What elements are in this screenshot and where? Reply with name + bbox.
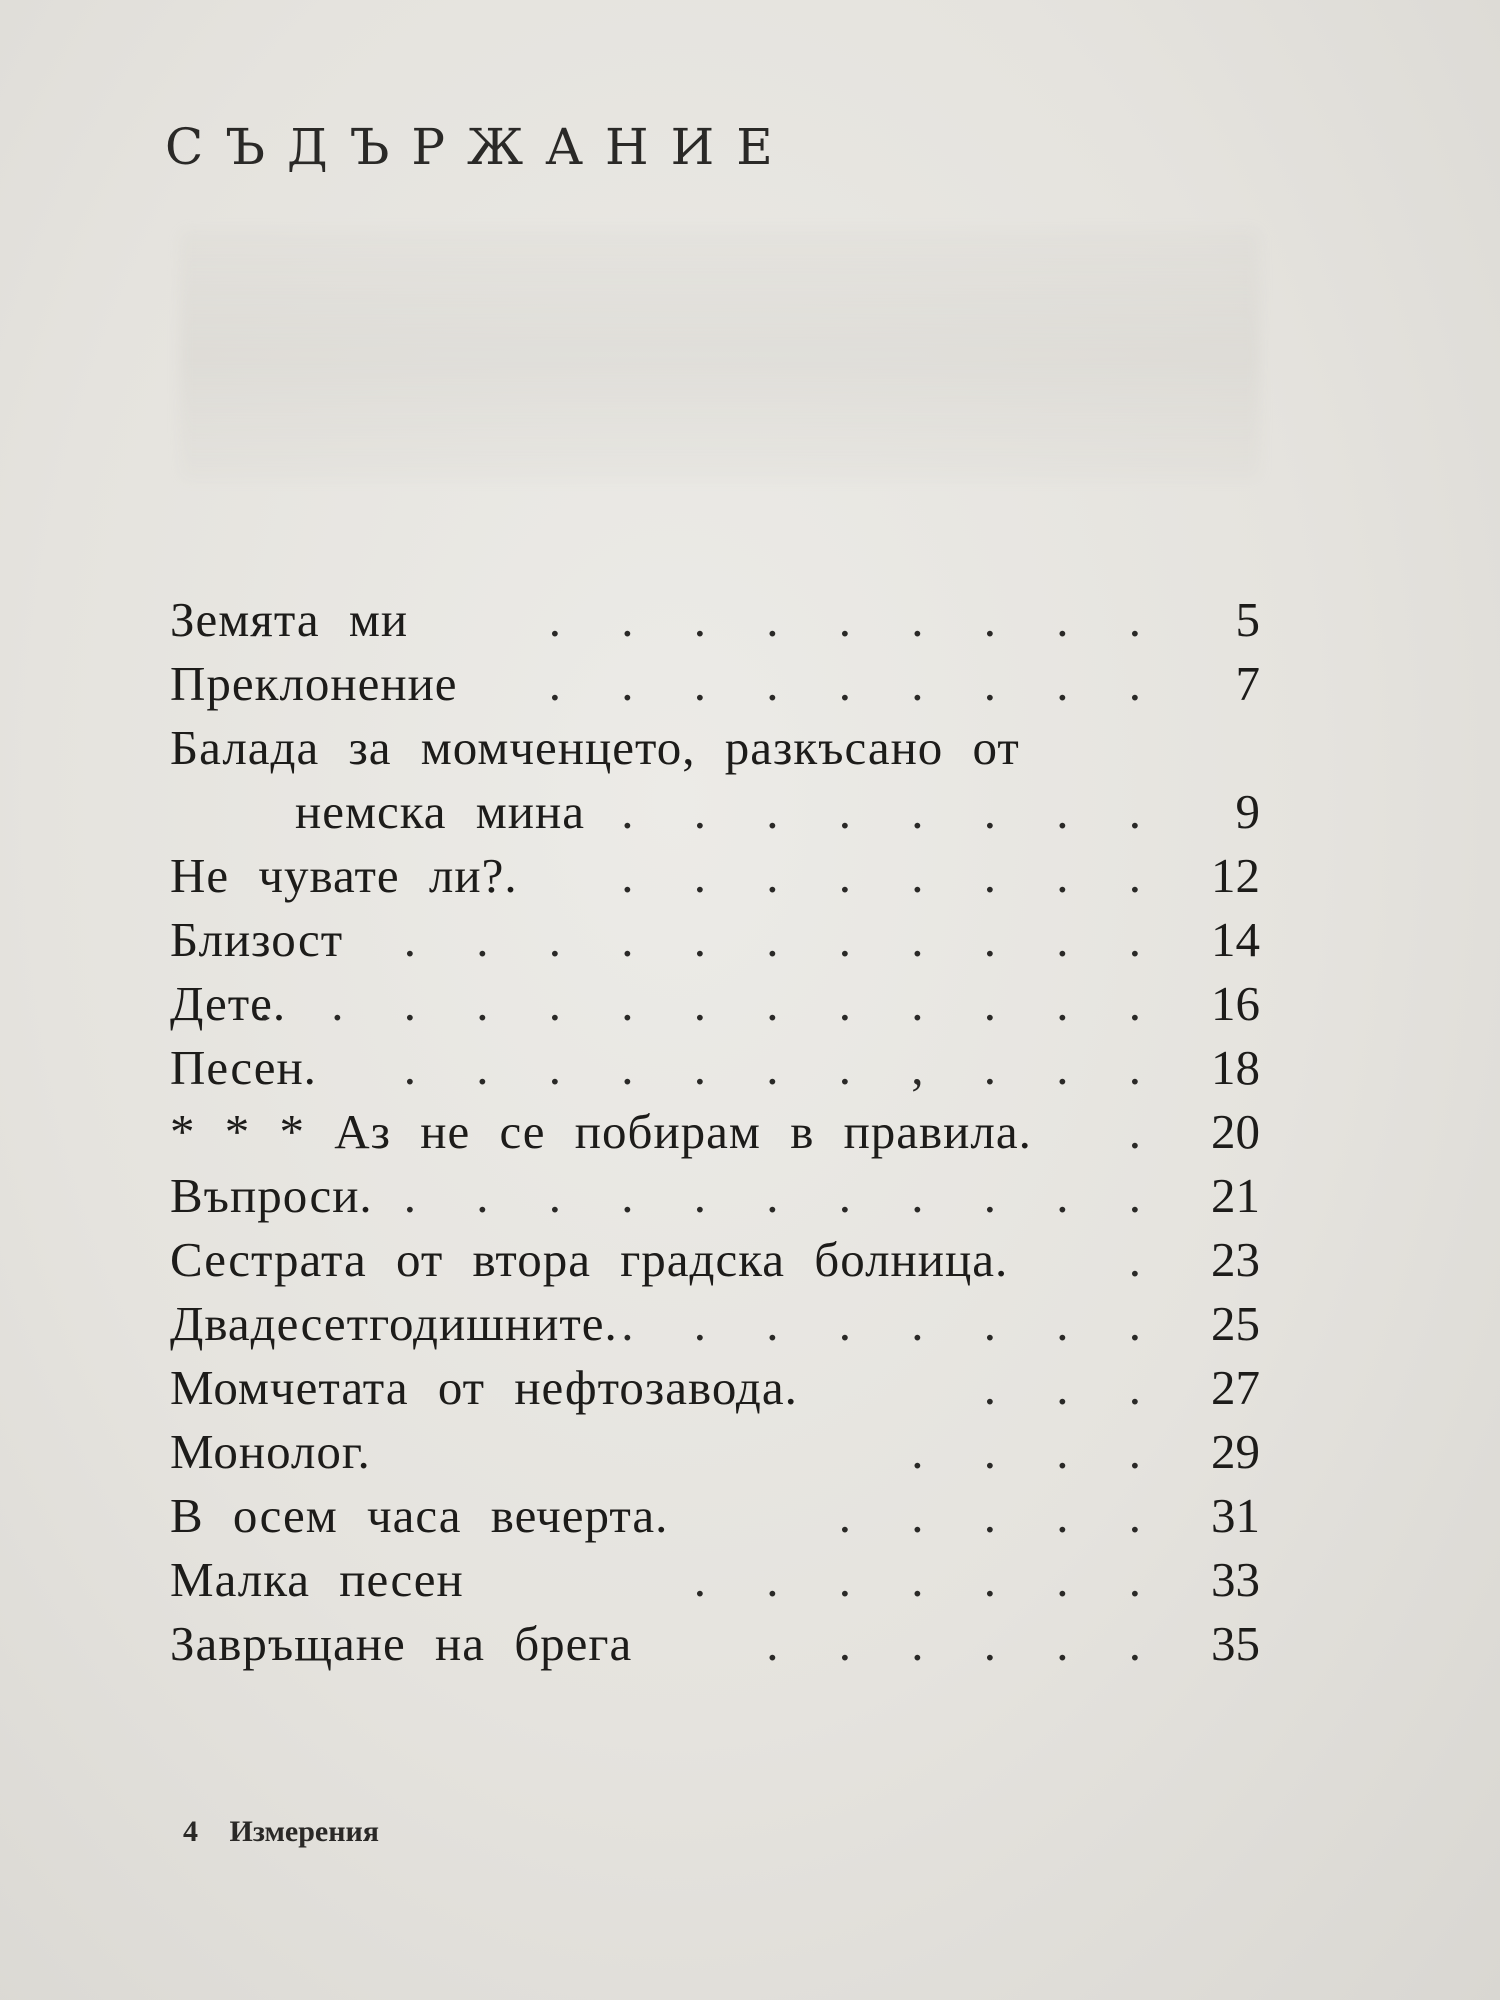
toc-entry-leader: . . . . . . . . . <box>548 656 1165 711</box>
signature-number: 4 <box>183 1815 198 1848</box>
toc-entry-title: Двадесетгодишните. <box>170 1296 618 1351</box>
toc-entry <box>170 1036 1260 1100</box>
toc-entry-leader: . . . . . . . <box>693 1552 1165 1607</box>
toc-entry-page: 12 <box>1211 848 1260 903</box>
toc-entry-title: Дете. <box>170 976 287 1031</box>
toc-entry-title: Преклонение <box>170 656 458 711</box>
toc-entry <box>170 1612 1260 1676</box>
toc-entry <box>170 1484 1260 1548</box>
toc-entry-page: 20 <box>1211 1104 1260 1159</box>
toc-entry-continuation <box>170 780 1260 844</box>
toc-entry-page: 33 <box>1211 1552 1260 1607</box>
toc-entry <box>170 1356 1260 1420</box>
toc-entry-title: Близост <box>170 912 344 967</box>
toc-entry-leader: . . . . . . . , . . . <box>403 1040 1165 1095</box>
toc-entry-leader: . <box>1128 1232 1165 1287</box>
toc-entry-leader: . . . . . . . . <box>621 848 1165 903</box>
toc-entry-title: Момчетата от нефтозавода. <box>170 1360 798 1415</box>
toc-entry-title: Земята ми <box>170 592 409 647</box>
toc-entry-title: Въпроси. <box>170 1168 373 1223</box>
toc-entry-title: В осем часа вечерта. <box>170 1488 669 1543</box>
toc-entry-title: Сестрата от втора градска болница. <box>170 1232 1009 1287</box>
toc-entry <box>170 972 1260 1036</box>
toc-entry-title: Малка песен <box>170 1552 464 1607</box>
toc-entry <box>170 1548 1260 1612</box>
toc-entry-title: Балада за момченцето, разкъсано от <box>170 720 1020 775</box>
toc-entry-leader: . . . . . . . . . . . <box>403 912 1165 967</box>
toc-entry-page: 29 <box>1211 1424 1260 1479</box>
toc-entry <box>170 1228 1260 1292</box>
toc-entry-leader: . . . . . . <box>766 1616 1165 1671</box>
toc-entry-leader: . . . . <box>911 1424 1165 1479</box>
toc-entry-leader: . . . . . . . . . <box>548 592 1165 647</box>
signature-mark <box>183 1815 379 1849</box>
toc-entry-title: Песен. <box>170 1040 317 1095</box>
signature-title: Измерения <box>229 1815 380 1848</box>
toc-entry-title: Завръщане на брега <box>170 1616 633 1671</box>
toc-entry-title: немска мина <box>295 784 585 839</box>
toc-entry <box>170 588 1260 652</box>
show-through-text <box>180 230 1260 480</box>
toc-entry <box>170 1100 1260 1164</box>
toc-entry-leader: . . . . . . . . . . . <box>403 1168 1165 1223</box>
toc-entry-leader: . . . <box>983 1360 1165 1415</box>
toc-entry-page: 21 <box>1211 1168 1260 1223</box>
toc-entry-title: Не чувате ли?. <box>170 848 518 903</box>
toc-entry-leader: . . . . . . . . <box>621 784 1165 839</box>
toc-entry-page: 23 <box>1211 1232 1260 1287</box>
toc-entry-leader: . . . . . . . . . . . . . <box>258 976 1165 1031</box>
toc-entry-leader: . . . . . . . . <box>621 1296 1165 1351</box>
toc-entry-page: 35 <box>1211 1616 1260 1671</box>
toc-entry <box>170 1164 1260 1228</box>
toc-entry <box>170 908 1260 972</box>
toc-entry-page: 31 <box>1211 1488 1260 1543</box>
toc-entry-page: 9 <box>1235 784 1260 839</box>
toc-entry <box>170 716 1260 780</box>
toc-entry-page: 7 <box>1235 656 1260 711</box>
toc-entry-page: 16 <box>1211 976 1260 1031</box>
toc-entry <box>170 844 1260 908</box>
toc-entry-page: 25 <box>1211 1296 1260 1351</box>
toc-entry-leader: . . . . . <box>838 1488 1165 1543</box>
toc-entry <box>170 652 1260 716</box>
toc-entry-page: 14 <box>1211 912 1260 967</box>
table-of-contents <box>170 588 1260 1676</box>
toc-entry <box>170 1292 1260 1356</box>
toc-entry-leader: . <box>1128 1104 1165 1159</box>
toc-entry-page: 5 <box>1235 592 1260 647</box>
toc-entry <box>170 1420 1260 1484</box>
toc-entry-title: Монолог. <box>170 1424 371 1479</box>
page-title: СЪДЪРЖАНИЕ <box>165 118 795 176</box>
toc-entry-page: 18 <box>1211 1040 1260 1095</box>
toc-entry-page: 27 <box>1211 1360 1260 1415</box>
toc-entry-title: * * * Аз не се побирам в правила. <box>170 1104 1032 1159</box>
